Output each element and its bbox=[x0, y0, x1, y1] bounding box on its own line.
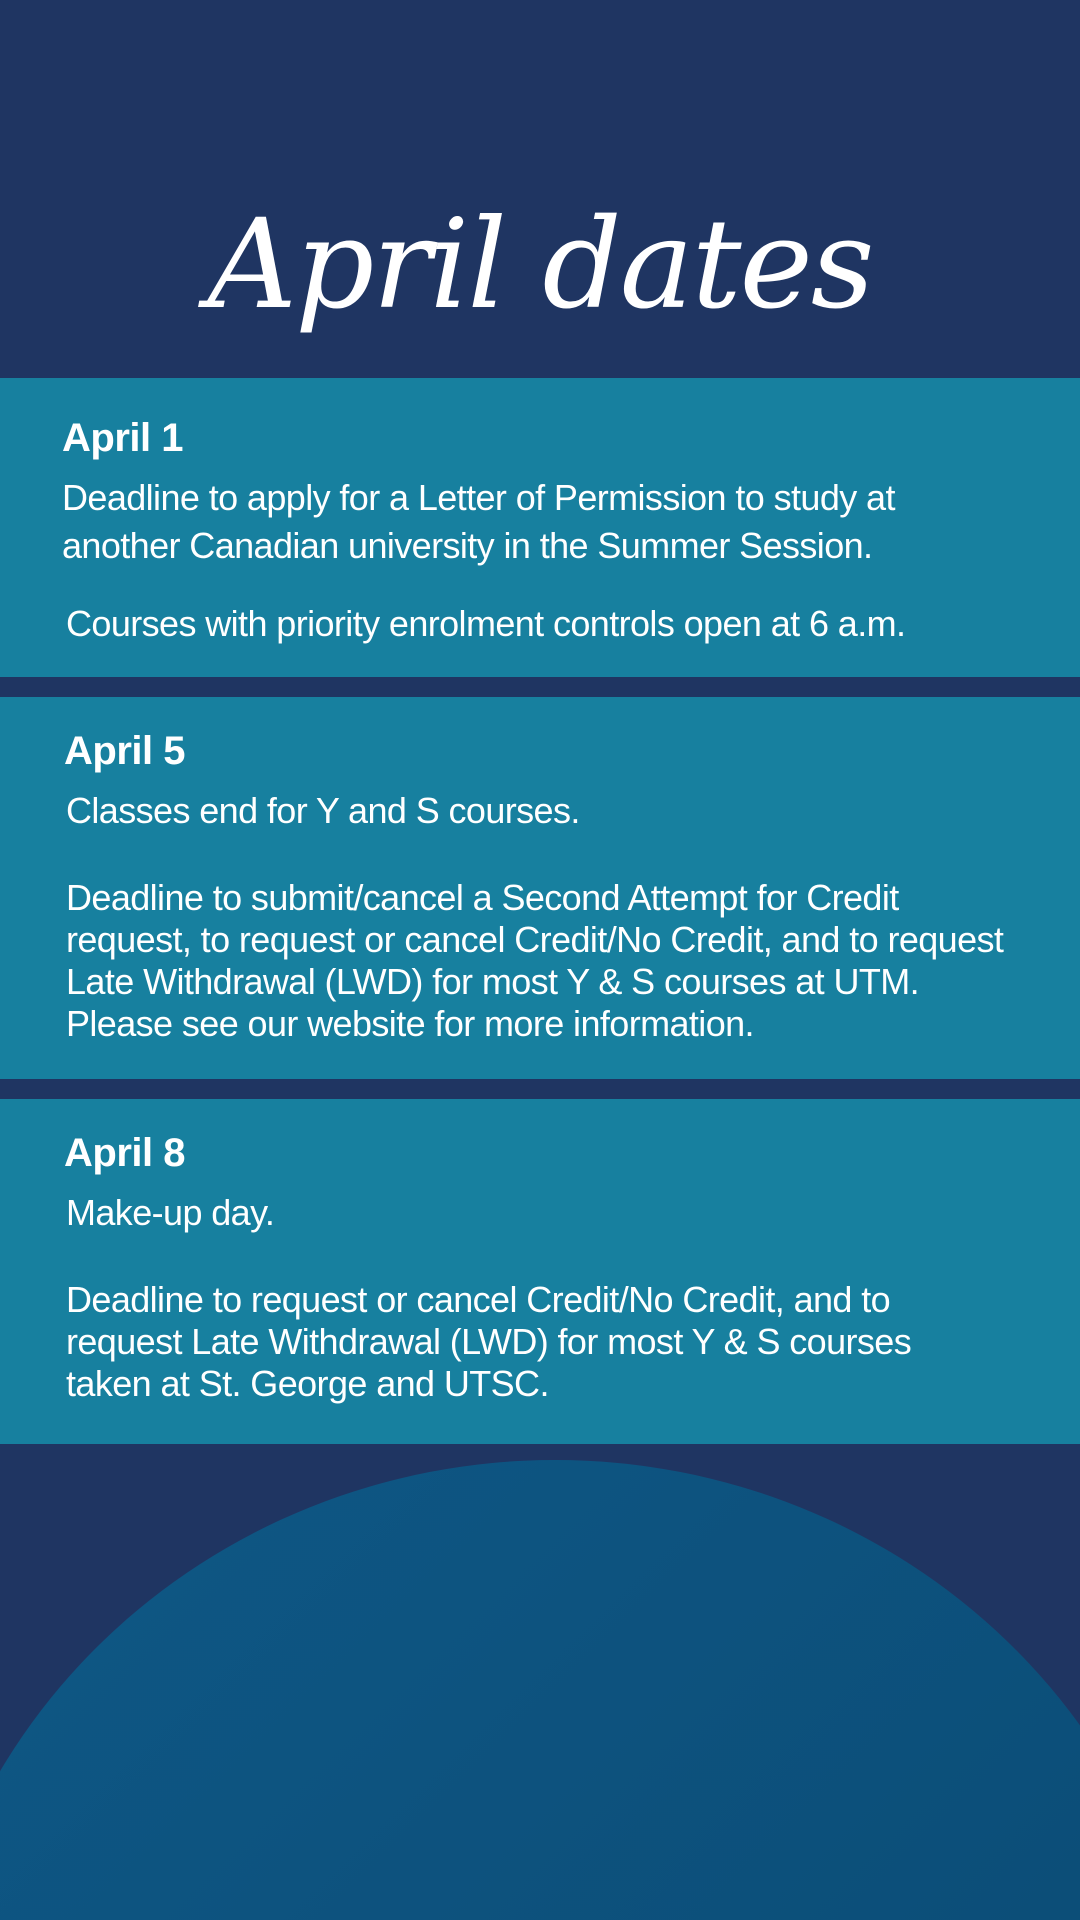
date-panel-april-8 bbox=[0, 1099, 1080, 1444]
date-panel-april-1 bbox=[0, 378, 1080, 677]
section-date: April 8 bbox=[64, 1131, 185, 1175]
decorative-arc bbox=[0, 1440, 1080, 1920]
section-date: April 5 bbox=[64, 729, 185, 773]
section-date: April 1 bbox=[62, 416, 183, 460]
section-paragraph: Make-up day. bbox=[66, 1192, 275, 1233]
section-paragraph: Deadline to submit/cancel a Second Attempt for Credit request, to request or cancel Credit/No Credit, and to request Late Withdrawal (LWD) for most Y & S courses at UTM. Please see our website for more information. bbox=[66, 877, 1004, 1044]
section-paragraph: Deadline to apply for a Letter of Permission to study at another Canadian university in the Summer Session. bbox=[62, 477, 895, 566]
section-paragraph: Deadline to request or cancel Credit/No Credit, and to request Late Withdrawal (LWD) for most Y & S courses taken at St. George and UTSC. bbox=[66, 1279, 912, 1404]
arc-shape bbox=[0, 1440, 1080, 1920]
page-title: April dates bbox=[207, 193, 873, 337]
section-paragraph: Courses with priority enrolment controls open at 6 a.m. bbox=[66, 603, 906, 644]
date-panel-april-5 bbox=[0, 697, 1080, 1079]
section-paragraph: Classes end for Y and S courses. bbox=[66, 790, 580, 831]
arc-ellipse bbox=[0, 1460, 1080, 1920]
